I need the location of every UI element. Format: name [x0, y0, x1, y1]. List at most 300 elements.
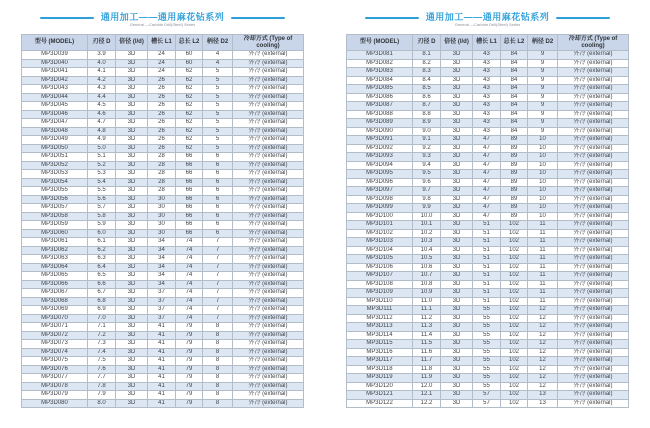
table-cell: MP3D115 — [347, 340, 413, 349]
table-cell: MP3D074 — [22, 348, 88, 357]
table-row — [22, 382, 304, 391]
table-cell: 79 — [176, 348, 203, 357]
table-cell: 7.6 — [88, 365, 116, 374]
table-cell: 84 — [501, 68, 528, 77]
table-cell: 3D — [116, 212, 148, 221]
table-cell: 30 — [148, 212, 176, 221]
table-cell: MP3D092 — [347, 144, 413, 153]
table-cell: 47 — [473, 153, 501, 162]
table-cell: 51 — [473, 272, 501, 281]
table-cell: 3D — [441, 246, 473, 255]
header-row — [347, 35, 629, 51]
table-cell: MP3D042 — [22, 76, 88, 85]
table-cell: 外冷 (external) — [558, 348, 629, 357]
table-cell: 28 — [148, 153, 176, 162]
table-cell: 102 — [501, 331, 528, 340]
table-cell: MP3D064 — [22, 263, 88, 272]
table-row — [347, 280, 629, 289]
table-cell: 11.2 — [413, 314, 441, 323]
table-cell: 84 — [501, 85, 528, 94]
table-cell: 外冷 (external) — [558, 382, 629, 391]
table-cell: 5.2 — [88, 161, 116, 170]
table-row — [22, 102, 304, 111]
table-cell: 外冷 (external) — [558, 374, 629, 383]
table-cell: 9.9 — [413, 204, 441, 213]
table-cell: 66 — [176, 187, 203, 196]
table-cell: 9.5 — [413, 170, 441, 179]
table-cell: 12 — [528, 374, 558, 383]
table-row — [347, 382, 629, 391]
table-cell: 47 — [473, 178, 501, 187]
table-cell: 3D — [116, 399, 148, 408]
table-cell: 5.9 — [88, 221, 116, 230]
table-cell: MP3D120 — [347, 382, 413, 391]
table-cell: 79 — [176, 365, 203, 374]
table-cell: 89 — [501, 195, 528, 204]
table-cell: 55 — [473, 374, 501, 383]
table-cell: 3D — [116, 238, 148, 247]
table-cell: MP3D099 — [347, 204, 413, 213]
table-cell: 8 — [203, 331, 233, 340]
table-cell: 3D — [441, 399, 473, 408]
table-cell: 3D — [441, 348, 473, 357]
table-row — [22, 331, 304, 340]
table-cell: 外冷 (external) — [558, 102, 629, 111]
table-cell: 7.8 — [88, 382, 116, 391]
table-cell: 外冷 (external) — [233, 340, 304, 349]
table-cell: 55 — [473, 331, 501, 340]
table-cell: 外冷 (external) — [558, 255, 629, 264]
page-header-left — [0, 12, 325, 27]
table-body — [347, 51, 629, 408]
table-cell: MP3D101 — [347, 221, 413, 230]
table-row — [22, 76, 304, 85]
column-header: 柄径 D2 — [528, 35, 558, 51]
table-cell: 9 — [528, 68, 558, 77]
table-cell: 3D — [116, 187, 148, 196]
table-cell: 9.0 — [413, 127, 441, 136]
table-cell: 7 — [203, 238, 233, 247]
table-cell: MP3D062 — [22, 246, 88, 255]
table-cell: 74 — [176, 246, 203, 255]
table-cell: 3D — [441, 374, 473, 383]
table-cell: 6.2 — [88, 246, 116, 255]
table-cell: 55 — [473, 323, 501, 332]
table-cell: 6 — [203, 153, 233, 162]
table-cell: 89 — [501, 204, 528, 213]
table-row — [22, 178, 304, 187]
table-cell: MP3D110 — [347, 297, 413, 306]
table-row — [22, 391, 304, 400]
table-row — [22, 348, 304, 357]
table-cell: 8.0 — [88, 399, 116, 408]
table-cell: 3D — [441, 144, 473, 153]
table-cell: 外冷 (external) — [558, 263, 629, 272]
table-cell: 3D — [116, 93, 148, 102]
table-cell: MP3D055 — [22, 187, 88, 196]
table-row — [22, 280, 304, 289]
table-cell: 74 — [176, 314, 203, 323]
table-cell: 66 — [176, 161, 203, 170]
table-cell: 5 — [203, 85, 233, 94]
table-cell: 6.8 — [88, 297, 116, 306]
table-cell: 74 — [176, 263, 203, 272]
table-cell: 3D — [441, 187, 473, 196]
table-cell: 12.1 — [413, 391, 441, 400]
table-row — [347, 323, 629, 332]
table-cell: 外冷 (external) — [558, 161, 629, 170]
table-cell: 3D — [441, 119, 473, 128]
column-header: 总长 L2 — [176, 35, 203, 51]
table-cell: 43 — [473, 76, 501, 85]
table-cell: 7 — [203, 255, 233, 264]
table-cell: 外冷 (external) — [558, 76, 629, 85]
table-cell: 9 — [528, 59, 558, 68]
drill-spec-table-left — [21, 34, 304, 408]
table-cell: 10 — [528, 170, 558, 179]
table-cell: 3D — [441, 110, 473, 119]
table-cell: 7.9 — [88, 391, 116, 400]
table-cell: 外冷 (external) — [558, 323, 629, 332]
table-cell: 外冷 (external) — [233, 144, 304, 153]
table-cell: 外冷 (external) — [233, 229, 304, 238]
table-cell: 10 — [528, 144, 558, 153]
table-cell: MP3D068 — [22, 297, 88, 306]
table-cell: 37 — [148, 306, 176, 315]
table-cell: 41 — [148, 365, 176, 374]
table-cell: 12 — [528, 357, 558, 366]
table-cell: MP3D121 — [347, 391, 413, 400]
table-cell: 41 — [148, 391, 176, 400]
table-cell: MP3D112 — [347, 314, 413, 323]
table-cell: 43 — [473, 93, 501, 102]
table-cell: 3D — [116, 289, 148, 298]
table-cell: 28 — [148, 161, 176, 170]
table-cell: 6 — [203, 170, 233, 179]
table-cell: MP3D067 — [22, 289, 88, 298]
table-cell: 8 — [203, 382, 233, 391]
page-title: 通用加工——通用麻花钻系列 — [425, 12, 550, 22]
table-cell: 外冷 (external) — [558, 357, 629, 366]
table-cell: 5.4 — [88, 178, 116, 187]
table-cell: MP3D094 — [347, 161, 413, 170]
table-cell: 5 — [203, 93, 233, 102]
table-cell: 66 — [176, 212, 203, 221]
table-cell: 8.8 — [413, 110, 441, 119]
table-cell: 6.5 — [88, 272, 116, 281]
table-cell: 10 — [528, 195, 558, 204]
column-header: 刃径 D — [88, 35, 116, 51]
table-cell: 4.8 — [88, 127, 116, 136]
table-cell: 51 — [473, 246, 501, 255]
table-cell: 43 — [473, 51, 501, 60]
table-cell: 外冷 (external) — [558, 85, 629, 94]
table-cell: 62 — [176, 93, 203, 102]
table-cell: 11 — [528, 255, 558, 264]
table-cell: 3D — [441, 297, 473, 306]
table-cell: 5 — [203, 68, 233, 77]
table-row — [22, 144, 304, 153]
table-cell: MP3D072 — [22, 331, 88, 340]
table-cell: 3D — [116, 348, 148, 357]
table-cell: MP3D107 — [347, 272, 413, 281]
table-cell: 84 — [501, 93, 528, 102]
table-cell: 外冷 (external) — [558, 238, 629, 247]
table-cell: 外冷 (external) — [233, 314, 304, 323]
table-cell: 外冷 (external) — [558, 195, 629, 204]
column-header: 刃径 D — [413, 35, 441, 51]
column-header: 总长 L2 — [501, 35, 528, 51]
table-cell: MP3D043 — [22, 85, 88, 94]
table-cell: 8.7 — [413, 102, 441, 111]
table-cell: 3D — [441, 263, 473, 272]
table-row — [347, 195, 629, 204]
table-cell: 47 — [473, 187, 501, 196]
table-cell: 5.6 — [88, 195, 116, 204]
table-row — [347, 93, 629, 102]
table-cell: 9.8 — [413, 195, 441, 204]
table-row — [347, 357, 629, 366]
table-cell: 66 — [176, 195, 203, 204]
title-rule-left-icon — [365, 17, 419, 19]
table-cell: 30 — [148, 221, 176, 230]
table-cell: 8 — [203, 365, 233, 374]
table-cell: 3D — [116, 144, 148, 153]
table-cell: 外冷 (external) — [233, 93, 304, 102]
table-cell: 3D — [116, 85, 148, 94]
table-cell: 10 — [528, 187, 558, 196]
table-cell: 24 — [148, 59, 176, 68]
table-cell: 8.9 — [413, 119, 441, 128]
table-cell: MP3D054 — [22, 178, 88, 187]
table-cell: 外冷 (external) — [233, 110, 304, 119]
table-cell: 84 — [501, 59, 528, 68]
table-cell: 41 — [148, 357, 176, 366]
table-row — [347, 399, 629, 408]
table-cell: 7.0 — [88, 314, 116, 323]
page-subtitle: General —Carbide Drill(Steel) Series — [454, 22, 521, 27]
table-cell: MP3D085 — [347, 85, 413, 94]
table-cell: 3D — [441, 68, 473, 77]
table-cell: 外冷 (external) — [558, 331, 629, 340]
column-header: 槽长 L1 — [148, 35, 176, 51]
table-cell: 4.7 — [88, 119, 116, 128]
table-cell: MP3D077 — [22, 374, 88, 383]
table-cell: 10 — [528, 212, 558, 221]
table-cell: 79 — [176, 357, 203, 366]
table-cell: 3D — [116, 272, 148, 281]
table-cell: 11.9 — [413, 374, 441, 383]
table-cell: 102 — [501, 348, 528, 357]
table-cell: 102 — [501, 306, 528, 315]
table-cell: 24 — [148, 51, 176, 60]
page-title: 通用加工——通用麻花钻系列 — [100, 12, 225, 22]
table-cell: 3D — [441, 340, 473, 349]
column-header: 冷却方式 (Type of cooling) — [558, 35, 629, 51]
table-cell: 3D — [116, 306, 148, 315]
table-cell: 8.4 — [413, 76, 441, 85]
table-cell: 4.5 — [88, 102, 116, 111]
table-cell: MP3D051 — [22, 153, 88, 162]
table-row — [22, 59, 304, 68]
table-cell: 5 — [203, 110, 233, 119]
table-cell: 79 — [176, 382, 203, 391]
table-cell: 3D — [116, 178, 148, 187]
table-cell: 102 — [501, 289, 528, 298]
table-cell: 外冷 (external) — [233, 306, 304, 315]
table-cell: 8.6 — [413, 93, 441, 102]
table-cell: 79 — [176, 391, 203, 400]
table-cell: MP3D103 — [347, 238, 413, 247]
table-cell: 外冷 (external) — [558, 127, 629, 136]
table-cell: 7 — [203, 306, 233, 315]
table-row — [347, 153, 629, 162]
table-cell: 11.7 — [413, 357, 441, 366]
table-cell: 3D — [116, 204, 148, 213]
table-cell: MP3D118 — [347, 365, 413, 374]
table-row — [22, 51, 304, 60]
table-row — [22, 314, 304, 323]
table-cell: 13 — [528, 399, 558, 408]
table-cell: 6.1 — [88, 238, 116, 247]
table-cell: MP3D086 — [347, 93, 413, 102]
table-cell: 28 — [148, 178, 176, 187]
table-row — [22, 365, 304, 374]
table-cell: 外冷 (external) — [233, 331, 304, 340]
table-cell: 外冷 (external) — [233, 195, 304, 204]
table-cell: 10.2 — [413, 229, 441, 238]
table-cell: 8.1 — [413, 51, 441, 60]
table-cell: 8.5 — [413, 85, 441, 94]
table-row — [22, 136, 304, 145]
table-cell: 7 — [203, 246, 233, 255]
table-cell: 外冷 (external) — [558, 110, 629, 119]
table-cell: MP3D097 — [347, 187, 413, 196]
table-cell: 3D — [441, 238, 473, 247]
table-cell: 62 — [176, 110, 203, 119]
table-cell: 6 — [203, 195, 233, 204]
table-cell: 3D — [116, 170, 148, 179]
table-cell: 3D — [116, 76, 148, 85]
table-cell: MP3D040 — [22, 59, 88, 68]
table-cell: 10.3 — [413, 238, 441, 247]
table-row — [22, 323, 304, 332]
column-header: 型号 (MODEL) — [347, 35, 413, 51]
table-cell: 26 — [148, 110, 176, 119]
table-cell: 3D — [116, 297, 148, 306]
table-cell: 9 — [528, 110, 558, 119]
table-cell: 6.0 — [88, 229, 116, 238]
table-cell: 43 — [473, 110, 501, 119]
table-cell: 51 — [473, 263, 501, 272]
table-cell: 79 — [176, 399, 203, 408]
table-row — [347, 178, 629, 187]
table-cell: 11.4 — [413, 331, 441, 340]
table-cell: 6.9 — [88, 306, 116, 315]
table-cell: 13 — [528, 391, 558, 400]
table-cell: 12.2 — [413, 399, 441, 408]
table-cell: MP3D046 — [22, 110, 88, 119]
table-cell: 外冷 (external) — [558, 246, 629, 255]
table-cell: 9.1 — [413, 136, 441, 145]
table-cell: 3D — [116, 323, 148, 332]
table-cell: MP3D076 — [22, 365, 88, 374]
table-cell: 84 — [501, 110, 528, 119]
table-cell: 74 — [176, 238, 203, 247]
table-cell: 89 — [501, 144, 528, 153]
table-cell: 47 — [473, 144, 501, 153]
table-row — [22, 110, 304, 119]
table-cell: 47 — [473, 212, 501, 221]
table-cell: 3D — [441, 229, 473, 238]
table-cell: 11 — [528, 246, 558, 255]
table-cell: 3D — [441, 153, 473, 162]
table-cell: 62 — [176, 119, 203, 128]
table-cell: 7 — [203, 280, 233, 289]
table-cell: 6 — [203, 212, 233, 221]
table-cell: 4.0 — [88, 59, 116, 68]
table-cell: 47 — [473, 170, 501, 179]
table-cell: 外冷 (external) — [233, 323, 304, 332]
table-cell: MP3D047 — [22, 119, 88, 128]
table-cell: MP3D117 — [347, 357, 413, 366]
table-cell: 6 — [203, 161, 233, 170]
table-cell: 84 — [501, 76, 528, 85]
table-row — [347, 68, 629, 77]
table-cell: 外冷 (external) — [558, 399, 629, 408]
table-row — [347, 144, 629, 153]
table-row — [347, 229, 629, 238]
table-cell: 62 — [176, 102, 203, 111]
table-cell: 4.1 — [88, 68, 116, 77]
table-cell: 12 — [528, 365, 558, 374]
table-row — [347, 314, 629, 323]
table-header — [22, 35, 304, 51]
table-cell: 外冷 (external) — [233, 365, 304, 374]
table-cell: 3D — [441, 127, 473, 136]
table-cell: 外冷 (external) — [233, 102, 304, 111]
table-row — [22, 85, 304, 94]
table-cell: MP3D045 — [22, 102, 88, 111]
table-cell: 102 — [501, 382, 528, 391]
table-cell: 6 — [203, 204, 233, 213]
table-cell: 3D — [441, 136, 473, 145]
table-cell: 3D — [441, 221, 473, 230]
table-row — [347, 136, 629, 145]
table-cell: 43 — [473, 127, 501, 136]
table-cell: MP3D102 — [347, 229, 413, 238]
table-cell: 10.5 — [413, 255, 441, 264]
table-cell: 43 — [473, 102, 501, 111]
table-cell: 9 — [528, 85, 558, 94]
table-cell: 60 — [176, 51, 203, 60]
table-cell: 66 — [176, 229, 203, 238]
title-rule-right-icon — [556, 17, 610, 19]
table-cell: MP3D059 — [22, 221, 88, 230]
title-block — [101, 12, 225, 27]
table-cell: 57 — [473, 391, 501, 400]
table-cell: 外冷 (external) — [233, 127, 304, 136]
table-cell: 外冷 (external) — [558, 212, 629, 221]
table-cell: 5.5 — [88, 187, 116, 196]
table-cell: 66 — [176, 153, 203, 162]
table-row — [347, 348, 629, 357]
table-cell: MP3D106 — [347, 263, 413, 272]
table-cell: 74 — [176, 272, 203, 281]
table-cell: 外冷 (external) — [558, 170, 629, 179]
table-cell: MP3D061 — [22, 238, 88, 247]
table-cell: 外冷 (external) — [558, 153, 629, 162]
